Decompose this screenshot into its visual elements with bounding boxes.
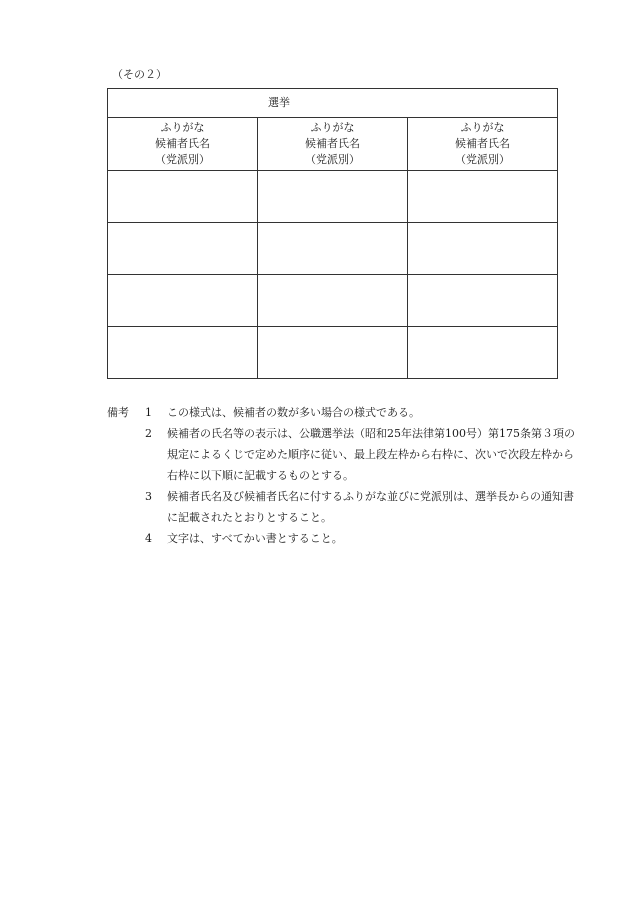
candidate-row	[108, 223, 558, 275]
candidate-row	[108, 327, 558, 379]
table-title-row	[108, 89, 558, 118]
column-header-3	[408, 118, 558, 171]
furigana-label: ふりがな	[310, 121, 355, 134]
candidate-cell	[258, 171, 408, 223]
remark-text: この様式は、候補者の数が多い場合の様式である。	[167, 406, 420, 419]
candidate-name-label: 候補者氏名	[455, 137, 510, 150]
ballot-form-table	[107, 88, 558, 379]
remark-item	[107, 528, 577, 549]
column-header-2	[258, 118, 408, 171]
candidate-cell	[108, 171, 258, 223]
remarks-label: 備考	[107, 406, 129, 419]
furigana-label: ふりがな	[460, 121, 505, 134]
page-label: （その２）	[112, 68, 167, 81]
furigana-label: ふりがな	[160, 121, 205, 134]
remark-text: 候補者の氏名等の表示は、公職選挙法（昭和25年法律第100号）第175条第３項の規定によるくじで定めた順序に従い、最上段左枠から右枠に、次いで次段左枠から右枠に以下順に記載するものとする。	[167, 427, 575, 482]
remark-item	[107, 402, 577, 423]
remark-number: 1	[145, 406, 152, 419]
column-header-row	[108, 118, 558, 171]
candidate-cell	[108, 275, 258, 327]
candidate-cell	[408, 275, 558, 327]
remark-number: 4	[145, 532, 152, 545]
candidate-cell	[258, 327, 408, 379]
remark-number: 3	[145, 490, 152, 503]
candidate-cell	[258, 275, 408, 327]
remark-item	[107, 423, 577, 486]
candidate-cell	[108, 327, 258, 379]
candidate-cell	[408, 223, 558, 275]
candidate-cell	[108, 223, 258, 275]
column-header-1	[108, 118, 258, 171]
candidate-row	[108, 171, 558, 223]
table-title-cell	[108, 89, 558, 118]
candidate-cell	[258, 223, 408, 275]
party-label: （党派別）	[305, 153, 360, 166]
candidate-name-label: 候補者氏名	[155, 137, 210, 150]
remark-item	[107, 486, 577, 528]
party-label: （党派別）	[155, 153, 210, 166]
party-label: （党派別）	[455, 153, 510, 166]
remarks-section	[107, 402, 577, 549]
candidate-cell	[408, 327, 558, 379]
remark-text: 候補者氏名及び候補者氏名に付するふりがな並びに党派別は、選挙長からの通知書に記載されたとおりとすること。	[167, 490, 574, 524]
remark-number: 2	[145, 427, 152, 440]
remark-text: 文字は、すべてかい書とすること。	[167, 532, 343, 545]
candidate-cell	[408, 171, 558, 223]
candidate-row	[108, 275, 558, 327]
candidate-name-label: 候補者氏名	[305, 137, 360, 150]
table-title: 選挙	[268, 96, 290, 109]
